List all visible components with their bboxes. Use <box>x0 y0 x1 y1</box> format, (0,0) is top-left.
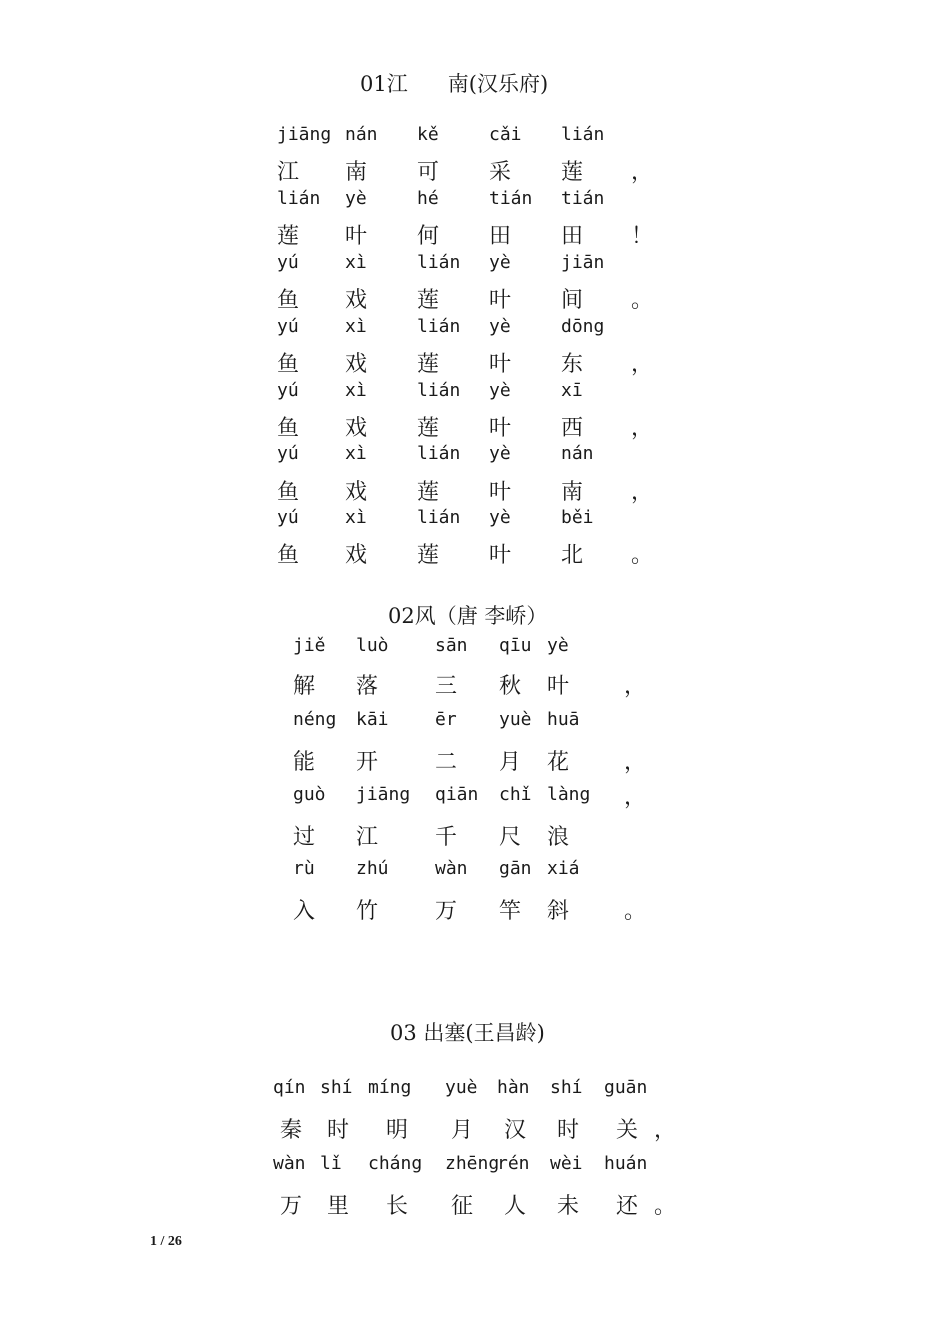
pinyin-syllable: lián <box>417 252 461 273</box>
pinyin-syllable: yú <box>277 443 299 464</box>
pinyin-syllable: yè <box>489 507 511 528</box>
hanzi-character: 三 <box>435 674 458 699</box>
hanzi-punctuation: ， <box>631 416 654 441</box>
pinyin-syllable: yè <box>345 188 367 209</box>
pinyin-syllable: tián <box>489 188 533 209</box>
hanzi-character: 解 <box>293 674 316 699</box>
pinyin-syllable: guò <box>293 784 326 805</box>
hanzi-character: 汉 <box>504 1118 527 1143</box>
pinyin-syllable: yè <box>489 316 511 337</box>
hanzi-character: 叶 <box>345 224 368 249</box>
hanzi-punctuation: ， <box>654 1118 677 1143</box>
hanzi-character: 明 <box>386 1118 409 1143</box>
hanzi-character: 田 <box>561 224 584 249</box>
hanzi-character: 还 <box>616 1194 639 1219</box>
pinyin-syllable: yú <box>277 507 299 528</box>
hanzi-character: 鱼 <box>277 288 300 313</box>
hanzi-punctuation: ， <box>624 750 647 775</box>
hanzi-character: 过 <box>293 825 316 850</box>
hanzi-character: 莲 <box>417 480 440 505</box>
hanzi-character: 时 <box>327 1118 350 1143</box>
hanzi-character: 里 <box>327 1194 350 1219</box>
hanzi-character: 叶 <box>547 674 570 699</box>
hanzi-character: 月 <box>451 1118 474 1143</box>
pinyin-syllable: yè <box>489 252 511 273</box>
hanzi-punctuation: 。 <box>624 899 647 924</box>
pinyin-syllable: lián <box>277 188 321 209</box>
hanzi-character: 能 <box>293 750 316 775</box>
hanzi-punctuation: 。 <box>631 543 654 568</box>
hanzi-character: 莲 <box>417 543 440 568</box>
hanzi-character: 叶 <box>489 543 512 568</box>
hanzi-punctuation: ， <box>631 352 654 377</box>
pinyin-syllable: gān <box>499 858 532 879</box>
hanzi-character: 南 <box>345 160 368 185</box>
hanzi-character: 鱼 <box>277 543 300 568</box>
hanzi-character: 未 <box>557 1194 580 1219</box>
hanzi-character: 间 <box>561 288 584 313</box>
pinyin-syllable: zhú <box>356 858 389 879</box>
pinyin-syllable: chǐ <box>499 784 532 805</box>
pinyin-syllable: wèi <box>550 1153 583 1174</box>
hanzi-character: 北 <box>561 543 584 568</box>
hanzi-character: 关 <box>616 1118 639 1143</box>
hanzi-character: 尺 <box>499 825 522 850</box>
pinyin-syllable: lián <box>417 316 461 337</box>
hanzi-character: 人 <box>504 1194 527 1219</box>
hanzi-character: 千 <box>435 825 458 850</box>
hanzi-character: 莲 <box>277 224 300 249</box>
hanzi-punctuation: ！ <box>631 224 654 249</box>
page-number: 1 / 26 <box>150 1234 182 1249</box>
hanzi-character: 鱼 <box>277 352 300 377</box>
hanzi-character: 叶 <box>489 352 512 377</box>
hanzi-character: 竹 <box>356 899 379 924</box>
pinyin-syllable: qīu <box>499 635 532 656</box>
pinyin-syllable: guān <box>604 1077 648 1098</box>
pinyin-syllable: nán <box>561 443 594 464</box>
pinyin-syllable: lián <box>417 507 461 528</box>
hanzi-character: 何 <box>417 224 440 249</box>
pinyin-syllable: jiān <box>561 252 605 273</box>
hanzi-character: 江 <box>277 160 300 185</box>
hanzi-character: 江 <box>356 825 379 850</box>
hanzi-character: 莲 <box>417 416 440 441</box>
hanzi-character: 开 <box>356 750 379 775</box>
hanzi-character: 月 <box>499 750 522 775</box>
pinyin-syllable: xì <box>345 443 367 464</box>
pinyin-syllable: xiá <box>547 858 580 879</box>
pinyin-syllable: wàn <box>435 858 468 879</box>
hanzi-character: 征 <box>451 1194 474 1219</box>
pinyin-syllable: làng <box>547 784 591 805</box>
pinyin-syllable: ēr <box>435 709 457 730</box>
hanzi-character: 斜 <box>547 899 570 924</box>
hanzi-character: 秦 <box>280 1118 303 1143</box>
pinyin-syllable: cǎi <box>489 124 522 145</box>
hanzi-character: 戏 <box>345 352 368 377</box>
pinyin-syllable: jiě <box>293 635 326 656</box>
pinyin-syllable: yuè <box>499 709 532 730</box>
pinyin-syllable: kāi <box>356 709 389 730</box>
pinyin-syllable: huán <box>604 1153 648 1174</box>
hanzi-character: 田 <box>489 224 512 249</box>
hanzi-character: 二 <box>435 750 458 775</box>
pinyin-syllable: néng <box>293 709 337 730</box>
hanzi-character: 可 <box>417 160 440 185</box>
hanzi-character: 戏 <box>345 416 368 441</box>
pinyin-syllable: sān <box>435 635 468 656</box>
pinyin-syllable: rù <box>293 858 315 879</box>
pinyin-syllable: yè <box>547 635 569 656</box>
hanzi-character: 莲 <box>417 288 440 313</box>
pinyin-syllable: tián <box>561 188 605 209</box>
poem-3-title: 03 出塞(王昌龄) <box>390 1021 545 1045</box>
pinyin-syllable: yuè <box>445 1077 478 1098</box>
pinyin-syllable: míng <box>368 1077 412 1098</box>
pinyin-syllable: huā <box>547 709 580 730</box>
hanzi-character: 竿 <box>499 899 522 924</box>
hanzi-character: 西 <box>561 416 584 441</box>
pinyin-syllable: cháng <box>368 1153 423 1174</box>
hanzi-character: 浪 <box>547 825 570 850</box>
pinyin-syllable: wàn <box>273 1153 306 1174</box>
hanzi-character: 入 <box>293 899 316 924</box>
hanzi-character: 戏 <box>345 288 368 313</box>
hanzi-character: 莲 <box>417 352 440 377</box>
pinyin-syllable: yè <box>489 380 511 401</box>
hanzi-punctuation: ， <box>624 674 647 699</box>
hanzi-character: 叶 <box>489 416 512 441</box>
hanzi-character: 万 <box>435 899 458 924</box>
pinyin-syllable: xì <box>345 507 367 528</box>
pinyin-syllable: kě <box>417 124 439 145</box>
hanzi-character: 莲 <box>561 160 584 185</box>
hanzi-character: 叶 <box>489 480 512 505</box>
hanzi-character: 鱼 <box>277 480 300 505</box>
pinyin-syllable: qín <box>273 1077 306 1098</box>
pinyin-syllable: hàn <box>497 1077 530 1098</box>
hanzi-character: 采 <box>489 160 512 185</box>
pinyin-syllable: lián <box>561 124 605 145</box>
hanzi-character: 落 <box>356 674 379 699</box>
pinyin-syllable: lǐ <box>320 1153 342 1174</box>
hanzi-character: 南 <box>561 480 584 505</box>
pinyin-syllable: xī <box>561 380 583 401</box>
pinyin-syllable: rén <box>497 1153 530 1174</box>
pinyin-syllable: qiān <box>435 784 479 805</box>
pinyin-syllable: lián <box>417 380 461 401</box>
poem-2-title: 02风（唐 李峤） <box>388 604 548 628</box>
pinyin-syllable: dōng <box>561 316 605 337</box>
hanzi-punctuation: ， <box>631 160 654 185</box>
hanzi-character: 戏 <box>345 543 368 568</box>
pinyin-syllable: jiāng <box>277 124 332 145</box>
pinyin-syllable: yú <box>277 316 299 337</box>
pinyin-syllable: xì <box>345 380 367 401</box>
hanzi-character: 东 <box>561 352 584 377</box>
hanzi-character: 时 <box>557 1118 580 1143</box>
poem-1-title: 01江 南(汉乐府) <box>360 72 549 96</box>
pinyin-syllable: nán <box>345 124 378 145</box>
hanzi-character: 花 <box>547 750 570 775</box>
hanzi-character: 叶 <box>489 288 512 313</box>
pinyin-syllable: jiāng <box>356 784 411 805</box>
hanzi-character: 万 <box>280 1194 303 1219</box>
pinyin-syllable: hé <box>417 188 439 209</box>
hanzi-character: 鱼 <box>277 416 300 441</box>
pinyin-syllable: shí <box>320 1077 353 1098</box>
pinyin-syllable: shí <box>550 1077 583 1098</box>
pinyin-syllable: xì <box>345 252 367 273</box>
pinyin-syllable: yú <box>277 252 299 273</box>
hanzi-punctuation: ， <box>631 480 654 505</box>
pinyin-syllable: zhēng <box>445 1153 500 1174</box>
hanzi-character: 秋 <box>499 674 522 699</box>
hanzi-punctuation: 。 <box>654 1194 677 1219</box>
hanzi-character: 长 <box>386 1194 409 1219</box>
hanzi-punctuation: 。 <box>631 288 654 313</box>
pinyin-syllable: yú <box>277 380 299 401</box>
hanzi-character: 戏 <box>345 480 368 505</box>
pinyin-syllable: běi <box>561 507 594 528</box>
pinyin-syllable: xì <box>345 316 367 337</box>
pinyin-syllable: luò <box>356 635 389 656</box>
pinyin-syllable: yè <box>489 443 511 464</box>
pinyin-syllable: lián <box>417 443 461 464</box>
pinyin-punctuation: ， <box>624 785 647 810</box>
